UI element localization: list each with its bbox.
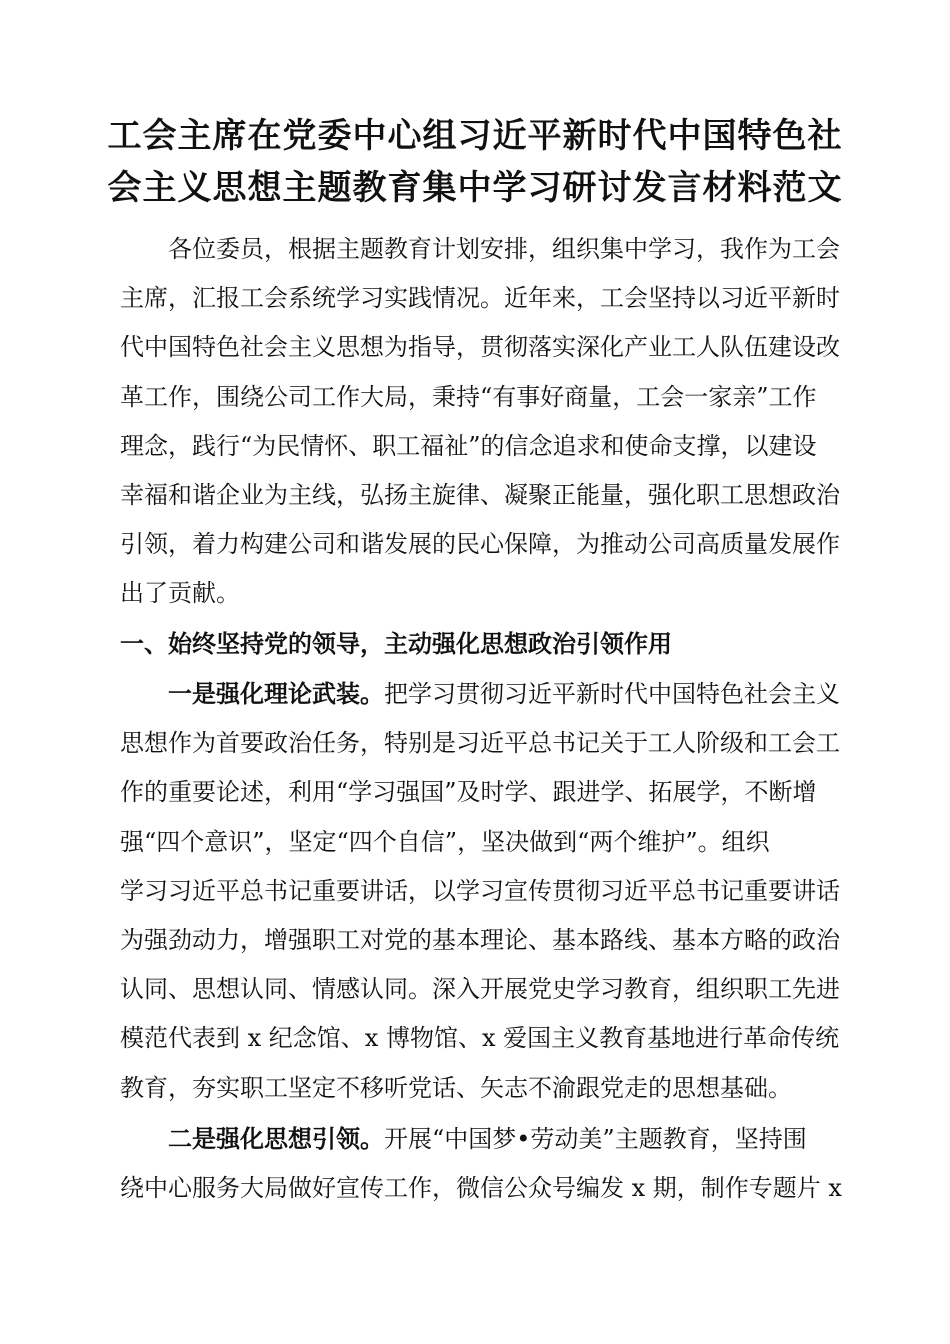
intro-line: 引领，着力构建公司和谐发展的民心保障，为推动公司高质量发展作 xyxy=(120,530,840,559)
paragraph-line: 认同、思想认同、情感认同。深入开展党史学习教育，组织职工先进 xyxy=(120,975,840,1004)
paragraph-line: 模范代表到 x 纪念馆、x 博物馆、x 爱国主义教育基地进行革命传统 xyxy=(120,1024,840,1053)
paragraph-text: 把学习贯彻习近平新时代中国特色社会主义 xyxy=(384,680,840,708)
paragraph-theory xyxy=(120,670,860,1113)
paragraph-line: 思想作为首要政治任务，特别是习近平总书记关于工人阶级和工会工 xyxy=(120,729,840,758)
paragraph-first-line xyxy=(120,1115,860,1164)
document-title xyxy=(60,110,890,214)
intro-line: 幸福和谐企业为主线，弘扬主旋律、凝聚正能量，强化职工思想政治 xyxy=(120,481,840,510)
paragraph-line: 强“四个意识”，坚定“四个自信”，坚决做到“两个维护”。组织 xyxy=(120,827,770,856)
intro-line: 各位委员，根据主题教育计划安排，组织集中学习，我作为工会 xyxy=(168,235,840,263)
paragraph-line: 作的重要论述，利用“学习强国”及时学、跟进学、拓展学，不断增 xyxy=(120,778,817,807)
paragraph-text: 开展“中国梦•劳动美”主题教育，坚持围 xyxy=(384,1125,807,1153)
intro-line: 理念，践行“为民情怀、职工福祉”的信念追求和使命支撑，以建设 xyxy=(120,431,817,460)
intro-line: 革工作，围绕公司工作大局，秉持“有事好商量，工会一家亲”工作 xyxy=(120,382,817,411)
paragraph-first-line xyxy=(120,670,860,719)
intro-paragraph xyxy=(120,225,860,619)
section-1-heading: 一、始终坚持党的领导，主动强化思想政治引领作用 xyxy=(120,630,672,658)
paragraph-lead: 二是强化思想引领。 xyxy=(168,1125,384,1153)
paragraph-line: 为强劲动力，增强职工对党的基本理论、基本路线、基本方略的政治 xyxy=(120,926,840,955)
title-line-1: 工会主席在党委中心组习近平新时代中国特色社 xyxy=(107,116,843,156)
paragraph-guidance xyxy=(120,1115,860,1213)
intro-line: 主席，汇报工会系统学习实践情况。近年来，工会坚持以习近平新时 xyxy=(120,284,840,313)
intro-line: 代中国特色社会主义思想为指导，贯彻落实深化产业工人队伍建设改 xyxy=(120,333,840,362)
paragraph-line: 绕中心服务大局做好宣传工作，微信公众号编发 x 期，制作专题片 x xyxy=(120,1174,842,1203)
paragraph-lead: 一是强化理论武装。 xyxy=(168,680,384,708)
intro-line: 出了贡献。 xyxy=(120,579,240,608)
paragraph-line: 学习习近平总书记重要讲话，以学习宣传贯彻习近平总书记重要讲话 xyxy=(120,876,840,905)
title-line-2: 会主义思想主题教育集中学习研讨发言材料范文 xyxy=(107,168,843,208)
paragraph-line: 教育，夯实职工坚定不移听党话、矢志不渝跟党走的思想基础。 xyxy=(120,1073,792,1102)
